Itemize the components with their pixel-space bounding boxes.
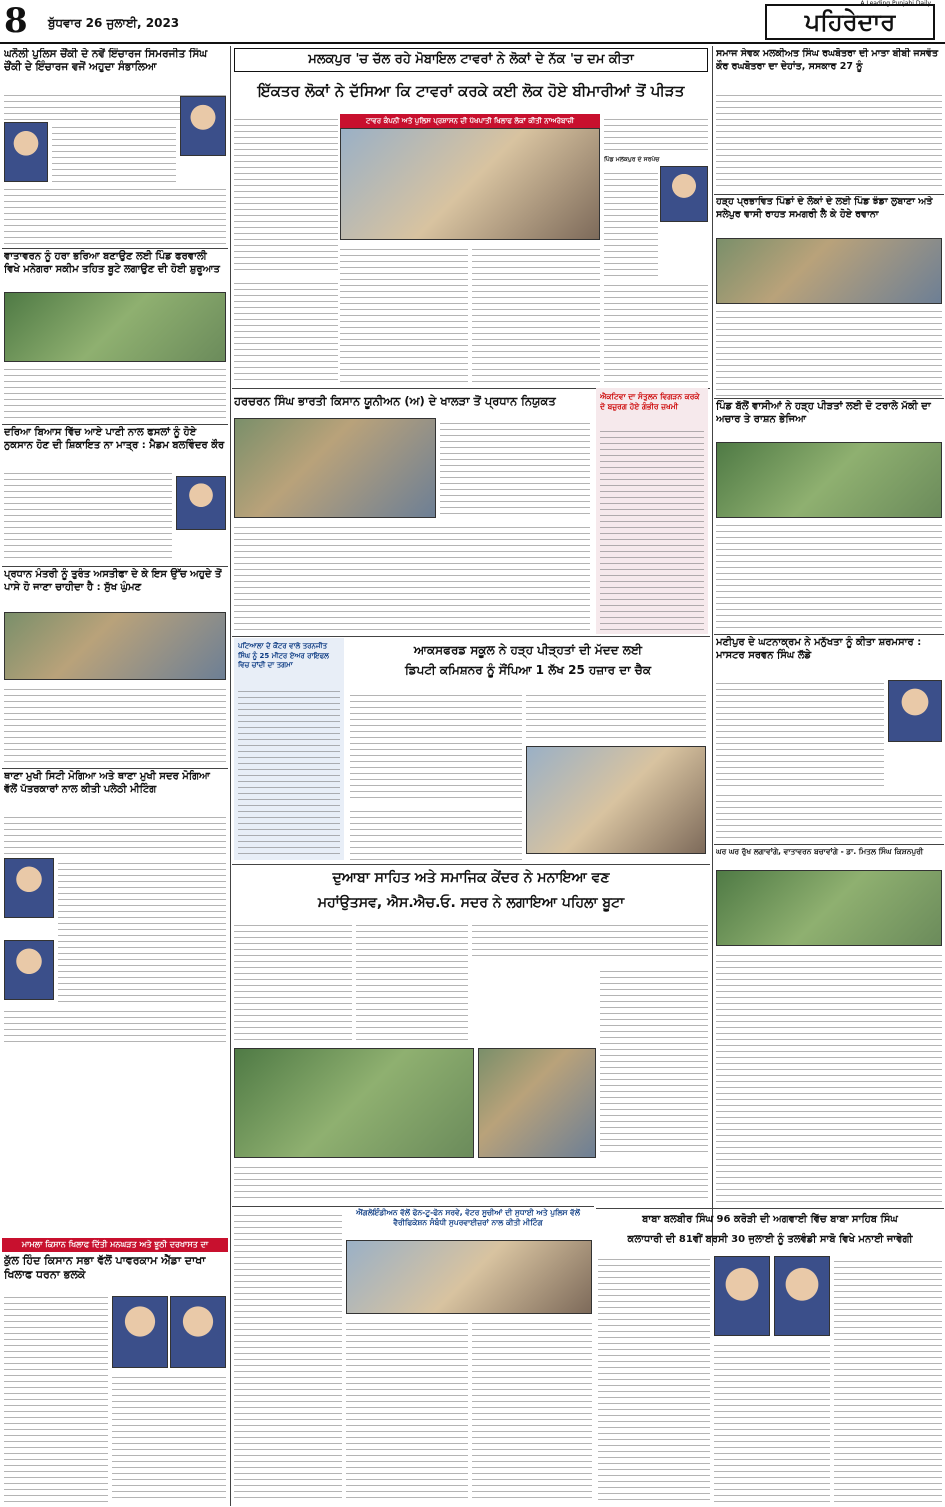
article-headline-tree-plantation: ਵਾਤਾਵਰਨ ਨੂੰ ਹਰਾ ਭਰਿਆ ਬਣਾਉਣ ਲਈ ਪਿੰਡ ਫਰਵਾਲੀ ਵਿਖੇ ਮਨੇਗਰਾ ਸਕੀਮ ਤਹਿਤ ਬੂਟੇ ਲਗਾਉਣ ਦੀ ਹੋਈ ਸ਼ੁਰੂਆਤ bbox=[4, 251, 220, 275]
article-headline-beas-river: ਦਰਿਆ ਬਿਆਸ ਵਿੱਚ ਆਏ ਪਾਣੀ ਨਾਲ ਫਸਲਾਂ ਨੂੰ ਹੋਏ ਨੁਕਸਾਨ ਹੋਣ ਦੀ ਸ਼ਿਕਾਇਤ ਨਾ ਮਾਤ੍ਰ : ਮੈਡਮ ਬਲਵਿੰਦਰ ਕੌਰ bbox=[4, 427, 225, 451]
photo-flood-relief bbox=[716, 238, 942, 304]
photo-portrait bbox=[4, 940, 54, 1000]
article-headline-oxford-school bbox=[350, 640, 706, 684]
photo-protest bbox=[340, 128, 600, 240]
article-body bbox=[112, 1372, 226, 1502]
headline-line-2: ਡਿਪਟੀ ਕਮਿਸ਼ਨਰ ਨੂੰ ਸੌਂਪਿਆ 1 ਲੱਖ 25 ਹਜ਼ਾਰ ਦਾ ਚੈਕ bbox=[404, 663, 652, 677]
photo-portrait bbox=[112, 1296, 168, 1368]
article-headline-van-mahotsav bbox=[234, 866, 708, 916]
article-body bbox=[604, 168, 658, 278]
photo-portrait bbox=[4, 122, 48, 182]
article-headline-voter-survey: ਐਂਗਲੋਇੰਡੀਅਨ ਵੱਲੋਂ ਫੋਨ-ਟੂ-ਫੋਨ ਸਰਵੇ, ਵੋਟਰ ਸੂਚੀਆਂ ਦੀ ਸੁਧਾਈ ਅਤੇ ਪੁਲਿਸ ਵੱਲੋਂ ਵੈਰੀਫਿਕੇਸ਼ਨ ਸੰਬੰਧੀ ਸੁਪਰਵਾਈਜ਼ਰਾਂ ਨਾਲ ਕੀਤੀ ਮੀਟਿੰਗ bbox=[356, 1208, 580, 1227]
sidebar-article-box bbox=[234, 638, 344, 860]
article-body bbox=[234, 1210, 342, 1502]
article-body bbox=[714, 1340, 830, 1502]
article-body bbox=[4, 364, 226, 422]
photo-meeting bbox=[346, 1240, 592, 1314]
top-banner-headline: ਮਲਕਪੁਰ 'ਚ ਚੱਲ ਰਹੇ ਮੋਬਾਇਲ ਟਾਵਰਾਂ ਨੇ ਲੋਕਾਂ ਦੇ ਨੱਕ 'ਚ ਦਮ ਕੀਤਾ bbox=[234, 48, 708, 72]
photo-trolleys bbox=[716, 442, 942, 518]
photo-portrait bbox=[170, 1296, 226, 1368]
article-body bbox=[350, 690, 522, 802]
photo-caption-towers: ਟਾਵਰ ਕੰਪਨੀ ਅਤੇ ਪੁਲਿਸ ਪ੍ਰਸ਼ਾਸਨ ਦੀ ਪੱਖਪਾਤੀ ਖਿਲਾਫ ਲੋਕਾਂ ਕੀਤੀ ਨਾਅਰੇਬਾਜ਼ੀ bbox=[340, 114, 600, 128]
article-body bbox=[716, 520, 942, 630]
article-body bbox=[4, 468, 172, 562]
article-body bbox=[4, 184, 226, 244]
article-body bbox=[58, 858, 226, 1004]
article-body bbox=[716, 90, 942, 190]
article-body bbox=[234, 1162, 708, 1202]
article-headline-manipur: ਮਣੀਪੁਰ ਦੇ ਘਟਨਾਕ੍ਰਮ ਨੇ ਮਨੁੱਖਤਾ ਨੂੰ ਕੀਤਾ ਸ਼ਰਮਸਾਰ : ਮਾਸਟਰ ਸਰਵਨ ਸਿੰਘ ਲੱਡੇ bbox=[716, 637, 922, 661]
headline-line-1: ਦੁਆਬਾ ਸਾਹਿਤ ਅਤੇ ਸਮਾਜਿਕ ਕੇਂਦਰ ਨੇ ਮਨਾਇਆ ਵਣ bbox=[332, 870, 610, 886]
article-body bbox=[234, 114, 338, 274]
photo-portrait bbox=[176, 476, 226, 530]
kisan-sabha-kicker: ਮਾਮਲਾ ਕਿਸਾਨ ਖਿਲਾਫ ਦਿੱਤੀ ਮਨਘੜਤ ਅਤੇ ਝੂਠੀ ਦਰਖਾਸਤ ਦਾ bbox=[2, 1238, 228, 1252]
photo-portrait bbox=[660, 166, 708, 222]
headline-line-1: ਬਾਬਾ ਬਲਬੀਰ ਸਿੰਘ 96 ਕਰੋੜੀ ਦੀ ਅਗਵਾਈ ਵਿੱਚ ਬਾਬਾ ਸਾਹਿਬ ਸਿੰਘ bbox=[642, 1214, 898, 1225]
article-body bbox=[716, 790, 942, 840]
side-caption-sarpanch: ਪਿੰਡ ਮਲਕਪੁਰ ਦੇ ਸਰਪੰਚ bbox=[604, 156, 660, 163]
article-body bbox=[346, 1318, 468, 1502]
article-headline-pm-resign: ਪ੍ਰਧਾਨ ਮੰਤਰੀ ਨੂੰ ਤੁਰੰਤ ਅਸਤੀਫਾ ਦੇ ਕੇ ਇਸ ਉੱਚ ਅਹੁਦੇ ਤੋਂ ਪਾਸੇ ਹੋ ਜਾਣਾ ਚਾਹੀਦਾ ਹੈ : ਸੁੱਖ ਘੁੰਮਣ bbox=[4, 569, 222, 593]
photo-group bbox=[4, 612, 226, 680]
article-body bbox=[526, 690, 706, 742]
article-body bbox=[234, 278, 338, 384]
issue-date: ਬੁੱਧਵਾਰ 26 ਜੁਲਾਈ, 2023 bbox=[48, 16, 180, 30]
page-number: 8 bbox=[4, 1, 28, 41]
masthead-logo: ਪਹਿਰੇਦਾਰ bbox=[765, 4, 935, 40]
article-body bbox=[340, 244, 468, 384]
photo-van-mahotsav-2 bbox=[478, 1048, 596, 1158]
article-body bbox=[4, 1292, 108, 1502]
page-header bbox=[0, 0, 945, 44]
article-headline-obituary: ਸਮਾਜ ਸੇਵਕ ਮਲਕੀਅਤ ਸਿੰਘ ਰਘਬੋਤਰਾ ਦੀ ਮਾਤਾ ਬੀਬੀ ਜਸਵੰਤ ਕੌਰ ਰਘਬੋਤਰਾ ਦਾ ਦੇਹਾਂਤ, ਸਸਕਾਰ 27 ਨੂੰ bbox=[716, 48, 939, 72]
article-headline-patiala-shooter: ਪਟਿਆਲਾ ਦੇ ਕੌਂਟਰ ਵਾਲੇ ਤਰਨਜੀਤ ਸਿੰਘ ਨੂੰ 25 ਮੀਟਰ ਏਅਰ ਰਾਇਫਲ ਵਿਚ ਚਾਂਦੀ ਦਾ ਤਗਮਾ bbox=[238, 642, 329, 669]
article-body bbox=[598, 1254, 710, 1502]
headline-line-2: ਮਹਾਂਉਤਸਵ, ਐਸ.ਐਚ.ਓ. ਸਦਰ ਨੇ ਲਗਾਇਆ ਪਹਿਲਾ ਬੂਟਾ bbox=[317, 895, 625, 911]
headline-line-2: ਕਲਾਧਾਰੀ ਦੀ 81ਵੀਂ ਬਰਸੀ 30 ਜੁਲਾਈ ਨੂੰ ਤਲਵੰਡੀ ਸਾਬੋ ਵਿਖੇ ਮਨਾਈ ਜਾਵੇਗੀ bbox=[627, 1234, 913, 1245]
article-body bbox=[52, 122, 176, 182]
photo-farmer-union bbox=[234, 418, 436, 518]
photo-portrait bbox=[180, 96, 226, 156]
article-headline-barsi bbox=[598, 1210, 942, 1250]
article-body bbox=[4, 684, 226, 764]
article-body bbox=[440, 418, 590, 518]
article-body bbox=[234, 920, 352, 1044]
article-headline-farmer-union: ਹਰਚਰਨ ਸਿੰਘ ਭਾਰਤੀ ਕਿਸਾਨ ਯੂਨੀਅਨ (ਅ) ਦੇ ਖਾਲੜਾ ਤੋਂ ਪ੍ਰਧਾਨ ਨਿਯੁਕਤ bbox=[234, 394, 556, 408]
photo-tree-planting bbox=[716, 870, 942, 946]
article-headline-moga-police: ਥਾਣਾ ਮੁਖੀ ਸਿਟੀ ਮੋਗਿਆ ਅਤੇ ਥਾਣਾ ਮੁਖੀ ਸਦਰ ਮੋਗਿਆ ਵੱਲੋਂ ਪੱਤਰਕਾਰਾਂ ਨਾਲ ਕੀਤੀ ਪਲੇਠੀ ਮੀਟਿੰਗ bbox=[4, 771, 210, 795]
article-body bbox=[472, 244, 600, 384]
article-body bbox=[4, 1006, 226, 1046]
article-body bbox=[234, 522, 590, 630]
article-body bbox=[350, 806, 522, 860]
headline-line-1: ਆਕਸਫਰਡ ਸਕੂਲ ਨੇ ਹੜ੍ਹ ਪੀੜ੍ਹਤਾਂ ਦੀ ਮੱਦਦ ਲਈ bbox=[413, 643, 643, 657]
article-body bbox=[716, 306, 942, 396]
article-headline-trees: ਘਰ ਘਰ ਰੁੱਖ ਲਗਾਵਾਂਗੇ, ਵਾਤਾਵਰਨ ਬਚਾਵਾਂਗੇ - ਡਾ. ਮਿਤਲ ਸਿੰਘ ਕਿਸ਼ਨਪੁਰੀ bbox=[716, 847, 924, 856]
masthead-tagline: A Leading Punjabi Daily bbox=[860, 0, 931, 7]
sidebar-article-box bbox=[596, 388, 708, 634]
article-body bbox=[356, 920, 468, 1044]
article-body bbox=[4, 812, 226, 856]
photo-portrait bbox=[774, 1256, 830, 1336]
photo-cheque-handover bbox=[526, 746, 706, 854]
article-headline-flood-relief: ਹੜ੍ਹ ਪ੍ਰਭਾਵਿਤ ਪਿੰਡਾਂ ਦੇ ਲੋਕਾਂ ਦੇ ਲਈ ਪਿੰਡ ਝੰਡਾ ਲੁਬਾਣਾ ਅਤੇ ਸਲੇਪੁਰ ਵਾਸੀ ਰਾਹਤ ਸਮਗਰੀ ਲੈ ਕੇ ਹੋਏ ਰਵਾਨਾ bbox=[716, 196, 933, 220]
column-rule-left bbox=[230, 46, 231, 1506]
article-body bbox=[716, 950, 942, 1204]
article-headline-ghanauli: ਘਨੌਲੀ ਪੁਲਿਸ ਚੌਂਕੀ ਦੇ ਨਵੇਂ ਇੰਚਾਰਜ ਸਿਮਰਜੀਤ ਸਿੰਘ ਚੌਂਕੀ ਦੇ ਇੰਚਾਰਜ ਵਜੋਂ ਅਹੁਦਾ ਸੰਭਾਲਿਆ bbox=[4, 48, 208, 73]
article-body bbox=[600, 426, 704, 630]
photo-portrait bbox=[888, 680, 942, 742]
article-body bbox=[604, 114, 708, 154]
article-body bbox=[834, 1256, 942, 1502]
photo-portrait bbox=[714, 1256, 770, 1336]
article-headline-ballon-village: ਪਿੰਡ ਬੱਲੋਂ ਵਾਸੀਆਂ ਨੇ ਹੜ੍ਹ ਪੀੜਤਾਂ ਲਈ ਦੋ ਟਰਾਲੇ ਮੱਕੀ ਦਾ ਅਚਾਰ ਤੇ ਰਾਸ਼ਨ ਭੇਜਿਆ bbox=[716, 401, 931, 425]
article-headline-kisan-sabha: ਕੁੱਲ ਹਿੰਦ ਕਿਸਾਨ ਸਭਾ ਵੱਲੋਂ ਪਾਵਰਕਾਮ ਐੱਡਾ ਦਾਖਾ ਖਿਲਾਫ ਧਰਨਾ ਭਲਕੇ bbox=[4, 1254, 206, 1281]
column-rule-right bbox=[712, 46, 713, 1246]
photo-portrait bbox=[4, 858, 54, 918]
lead-headline-towers: ਇੱਕਤਰ ਲੋਕਾਂ ਨੇ ਦੱਸਿਆ ਕਿ ਟਾਵਰਾਂ ਕਰਕੇ ਕਈ ਲੋਕ ਹੋਏ ਬੀਮਾਰੀਆਂ ਤੋਂ ਪੀੜਤ bbox=[257, 82, 685, 100]
article-body bbox=[472, 1318, 592, 1502]
photo-plantation bbox=[4, 292, 226, 362]
article-headline-activa: ਐਕਟਿਵਾ ਦਾ ਸੰਤੁਲਨ ਵਿਗੜਨ ਕਰਕੇ ਦੋ ਬਜ਼ੁਰਗ ਹੋਏ ਗੰਭੀਰ ਜ਼ਖਮੀ bbox=[600, 392, 700, 411]
article-body bbox=[472, 920, 708, 960]
article-body bbox=[604, 280, 708, 384]
article-body bbox=[716, 678, 884, 788]
photo-van-mahotsav bbox=[234, 1048, 474, 1158]
article-body bbox=[238, 686, 340, 856]
article-body bbox=[600, 966, 708, 1156]
